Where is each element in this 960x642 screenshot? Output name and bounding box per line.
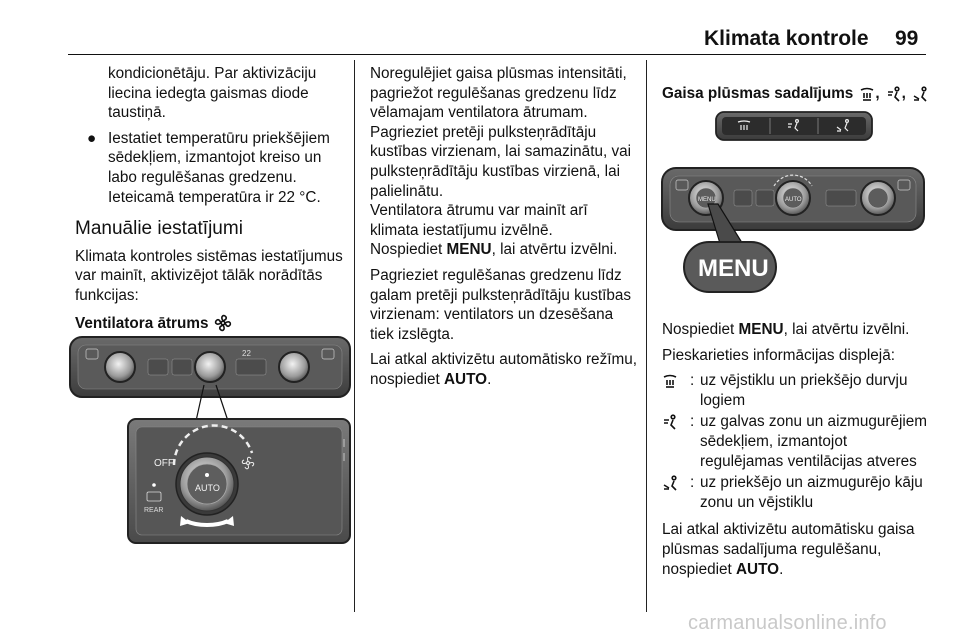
menu-term: MENU [446,241,492,259]
separator: , [901,85,906,102]
paragraph: Noregulējiet gaisa plūsmas intensitāti, pagriežot regulēšanas gredzenu līdz vēlamajam ventilatora ātrumam. Pagrieziet pretēji pulksteņrādītāju kustības virzienam, lai samazinātu, vai pulksteņrādītāju kustības virzienā, lai palielinātu. [370,65,632,200]
menu-term: MENU [738,321,784,338]
paragraph-text: , lai atvērtu izvēlni. [491,241,618,259]
definition-item [662,371,930,410]
subheading [662,84,930,104]
paragraph: Klimata kontroles sistēmas iestatījumus var mainīt, aktivizējot tālāk norādītās funkcijas: [75,247,343,304]
fan-icon [214,314,232,332]
column-divider [354,60,355,612]
paragraph-text: . [487,370,492,388]
paragraph [370,201,640,260]
bullet-note: Ieteicamā temperatūra ir 22 °C. [108,188,321,206]
definition-separator: : [690,474,695,492]
auto-knob-label: AUTO [785,197,802,203]
head-airflow-icon [662,412,690,471]
definition-separator: : [690,372,695,390]
bullet-icon: ● [87,129,97,147]
paragraph-text: , lai atvērtu izvēlni. [783,321,910,338]
rear-label: REAR [144,507,164,514]
auto-label: AUTO [195,483,220,493]
windscreen-airflow-icon [662,371,690,410]
subheading-text: Gaisa plūsmas sadalījums [662,85,854,102]
definition-text: uz priekšējo un aizmugurējo kāju zonu un vējstiklu [700,474,923,511]
foot-airflow-icon [662,473,690,512]
auto-term: AUTO [736,560,780,578]
head-airflow-icon [886,86,902,102]
watermark: carmanualsonline.info [688,612,887,634]
column-left [75,64,350,333]
bullet-text: Iestatiet temperatūru priekšējiem sēdekļiem, izmantojot kreiso un labo regulēšanas gredzenu. [108,129,330,186]
column-divider [646,60,647,612]
paragraph-text: Nospiediet [662,321,739,338]
temp-display: 22 [242,349,251,358]
menu-knob-label: MENU [698,197,716,203]
column-middle [370,64,640,396]
definition-item [662,412,930,471]
column-right-text [662,320,930,585]
section-heading: Manuālie iestatījumi [75,218,243,240]
header-rule [68,54,926,55]
paragraph-text: Lai atkal aktivizētu automātisko režīmu, nospiediet [370,351,637,388]
menu-balloon-label: MENU [698,255,769,282]
definition-text: uz vējstiklu un priekšējo durvju logiem [700,372,908,409]
page-title: Klimata kontrole [704,27,869,50]
off-label: OFF [154,458,174,469]
separator: , [875,85,880,102]
foot-airflow-icon [912,86,928,102]
paragraph [370,350,640,389]
page-number: 99 [895,27,919,50]
paragraph: Pagrieziet regulēšanas gredzenu līdz galam pretēji pulksteņrādītāju kustības virzienam: ventilators un dzesēšana tiek izslēgta. [370,266,632,343]
definition-text: uz galvas zonu un aizmugurējiem sēdekļiem, izmantojot regulējamas ventilācijas atveres [700,413,928,470]
paragraph [662,520,930,579]
menu-figure [658,108,928,298]
subheading [75,314,350,334]
windscreen-airflow-icon [859,86,875,102]
paragraph: Pieskarieties informācijas displejā: [662,346,895,364]
definition-item [662,473,930,512]
bullet-item [75,129,350,207]
paragraph-text: Nospiediet [370,241,447,259]
paragraph-text: . [779,560,784,578]
paragraph-text: Ventilatora ātrumu var mainīt arī klimata iestatījumu izvēlnē. [370,202,588,239]
auto-term: AUTO [444,370,488,388]
fan-speed-figure [68,335,352,545]
subheading-text: Ventilatora ātrums [75,314,209,332]
paragraph-text: Lai atkal aktivizētu automātisku gaisa plūsmas sadalījuma regulēšanu, nospiediet [662,521,915,578]
paragraph [662,320,930,340]
definition-separator: : [690,413,695,431]
column-right [662,84,930,104]
paragraph: kondicionētāju. Par aktivizāciju liecina iedegta gaismas diode taustiņā. [108,65,317,122]
